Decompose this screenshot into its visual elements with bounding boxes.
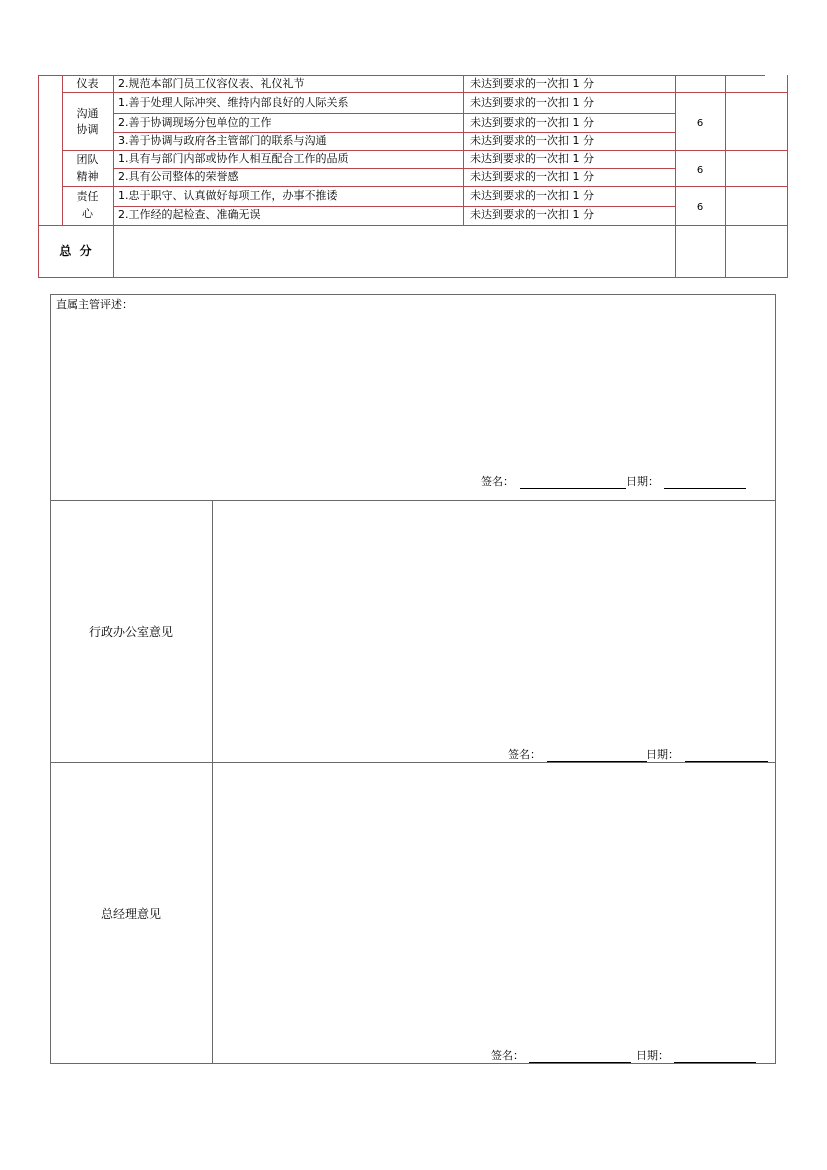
box-border xyxy=(775,294,776,1064)
box-divider xyxy=(50,500,776,501)
supervisor-comment-input[interactable] xyxy=(54,314,772,464)
total-score-input[interactable] xyxy=(114,226,675,277)
rule-text: 未达到要求的一次扣 1 分 xyxy=(470,116,594,129)
col-divider xyxy=(725,75,726,278)
date-field[interactable] xyxy=(664,488,746,489)
rule-text: 未达到要求的一次扣 1 分 xyxy=(470,96,594,109)
item-text: 2.工作经的起检查、准确无误 xyxy=(118,208,261,221)
score-value: 6 xyxy=(696,118,704,129)
col-divider xyxy=(463,75,464,225)
item-text: 1.善于处理人际冲突、维持内部良好的人际关系 xyxy=(118,96,349,109)
item-text: 1.具有与部门内部或协作人相互配合工作的品质 xyxy=(118,152,349,165)
row-divider xyxy=(62,92,788,93)
admin-office-opinion-label: 行政办公室意见 xyxy=(88,625,173,639)
signature-label: 签名： xyxy=(508,748,541,761)
date-label: 日期： xyxy=(636,1049,669,1062)
box-border xyxy=(50,294,51,1064)
signature-field[interactable] xyxy=(520,488,626,489)
group-label-communication: 沟通 xyxy=(76,107,99,120)
rule-text: 未达到要求的一次扣 1 分 xyxy=(470,77,594,90)
item-text: 2.规范本部门员工仪容仪表、礼仪礼节 xyxy=(118,77,305,90)
rule-text: 未达到要求的一次扣 1 分 xyxy=(470,208,594,221)
box-border xyxy=(50,294,776,295)
table-right-border xyxy=(787,75,788,278)
admin-office-opinion-input[interactable] xyxy=(216,504,772,740)
group-label-responsibility: 责任 xyxy=(76,190,99,203)
row-divider xyxy=(113,206,676,207)
rule-text: 未达到要求的一次扣 1 分 xyxy=(470,134,594,147)
general-manager-opinion-input[interactable] xyxy=(216,766,772,1036)
signature-label: 签名： xyxy=(491,1049,524,1062)
item-text: 2.善于协调现场分包单位的工作 xyxy=(118,116,272,129)
group-label-responsibility: 心 xyxy=(82,207,93,220)
general-manager-opinion-label: 总经理意见 xyxy=(100,907,161,921)
group-label-communication: 协调 xyxy=(76,123,99,136)
rule-text: 未达到要求的一次扣 1 分 xyxy=(470,152,594,165)
box-bottom-border xyxy=(50,1063,776,1064)
group-label-appearance: 仪表 xyxy=(76,77,99,90)
row-divider xyxy=(113,168,676,169)
group-label-teamwork: 团队 xyxy=(76,153,99,166)
item-text: 3.善于协调与政府各主管部门的联系与沟通 xyxy=(118,134,327,147)
row-divider xyxy=(62,150,788,151)
signature-label: 签名： xyxy=(481,475,514,488)
item-text: 1.忠于职守、认真做好每项工作，办事不推诿 xyxy=(118,189,338,202)
score-value: 6 xyxy=(696,165,704,176)
date-label: 日期： xyxy=(646,748,679,761)
date-label: 日期： xyxy=(626,475,659,488)
row-divider xyxy=(113,113,676,114)
group-label-teamwork: 精神 xyxy=(76,170,99,183)
box-divider xyxy=(50,762,776,763)
rule-text: 未达到要求的一次扣 1 分 xyxy=(470,189,594,202)
rule-text: 未达到要求的一次扣 1 分 xyxy=(470,170,594,183)
row-divider xyxy=(62,186,788,187)
supervisor-comment-label: 直属主管评述： xyxy=(56,298,133,311)
score-value: 6 xyxy=(696,202,704,213)
table-top-border xyxy=(38,75,765,76)
row-divider xyxy=(113,132,676,133)
total-score-label: 总 分 xyxy=(59,244,92,258)
box-divider xyxy=(212,500,213,1064)
item-text: 2.具有公司整体的荣誉感 xyxy=(118,170,239,183)
